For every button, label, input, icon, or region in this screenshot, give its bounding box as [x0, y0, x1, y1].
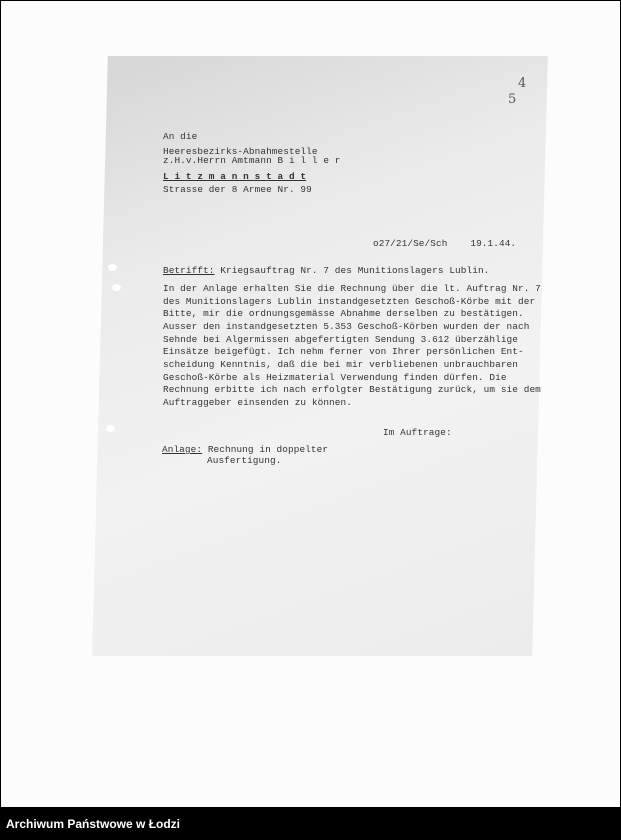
subject-label: Betrifft:	[163, 265, 215, 276]
enclosure-label: Anlage:	[162, 444, 203, 455]
body-line: In der Anlage erhalten Sie die Rechnung über die lt. Auftrag Nr. 7	[163, 283, 541, 294]
body-line: Ausser den instandgesetzten 5.353 Geschoß-Körben wurden der nach	[163, 321, 530, 332]
address-line: Heeresbezirks-Abnahmestelle	[163, 146, 318, 157]
punch-hole	[112, 284, 121, 291]
archive-name: Archiwum Państwowe w Łodzi	[6, 817, 181, 831]
handwritten-page-mark: 5	[508, 92, 517, 107]
address-city: L i t z m a n n s t a d t	[163, 171, 307, 182]
address-street: Strasse der 8 Armee Nr. 99	[163, 184, 312, 195]
body-line: Bitte, mir die ordnungsgemässe Abnahme derselben zu bestätigen.	[163, 308, 524, 319]
subject-text: Kriegsauftrag Nr. 7 des Munitionslagers Lublin.	[220, 265, 490, 276]
handwritten-page-mark: 4	[518, 76, 527, 91]
address-line: z.H.v.Herrn Amtmann B i l l e r	[163, 155, 341, 166]
punch-hole	[108, 264, 117, 271]
punch-hole	[106, 425, 115, 432]
enclosure-text: Rechnung in doppelter	[207, 444, 329, 455]
body-line: Rechnung erbitte ich nach erfolgter Bestätigung zurück, um sie dem	[163, 384, 541, 395]
body-line: des Munitionslagers Lublin instandgesetzten Geschoß-Körbe mit der	[163, 296, 536, 307]
address-line: An die	[163, 131, 198, 142]
archive-footer	[0, 808, 621, 840]
body-line: Auftraggeber einsenden zu können.	[163, 397, 352, 408]
body-line: Einsätze beigefügt. Ich nehm ferner von Ihrer persönlichen Ent-	[163, 346, 524, 357]
enclosure-text: Ausfertigung.	[207, 455, 282, 466]
body-line: Geschoß-Körbe als Heizmaterial Verwendung finden dürfen. Die	[163, 372, 507, 383]
closing: Im Auftrage:	[383, 427, 452, 438]
body-line: Sehnde bei Algermissen abgefertigten Sendung 3.612 überzählige	[163, 334, 519, 345]
reference-date: o27/21/Se/Sch 19.1.44.	[373, 238, 517, 249]
body-line: scheidung Kenntnis, daß die bei mir verbliebenen unbrauchbaren	[163, 359, 519, 370]
